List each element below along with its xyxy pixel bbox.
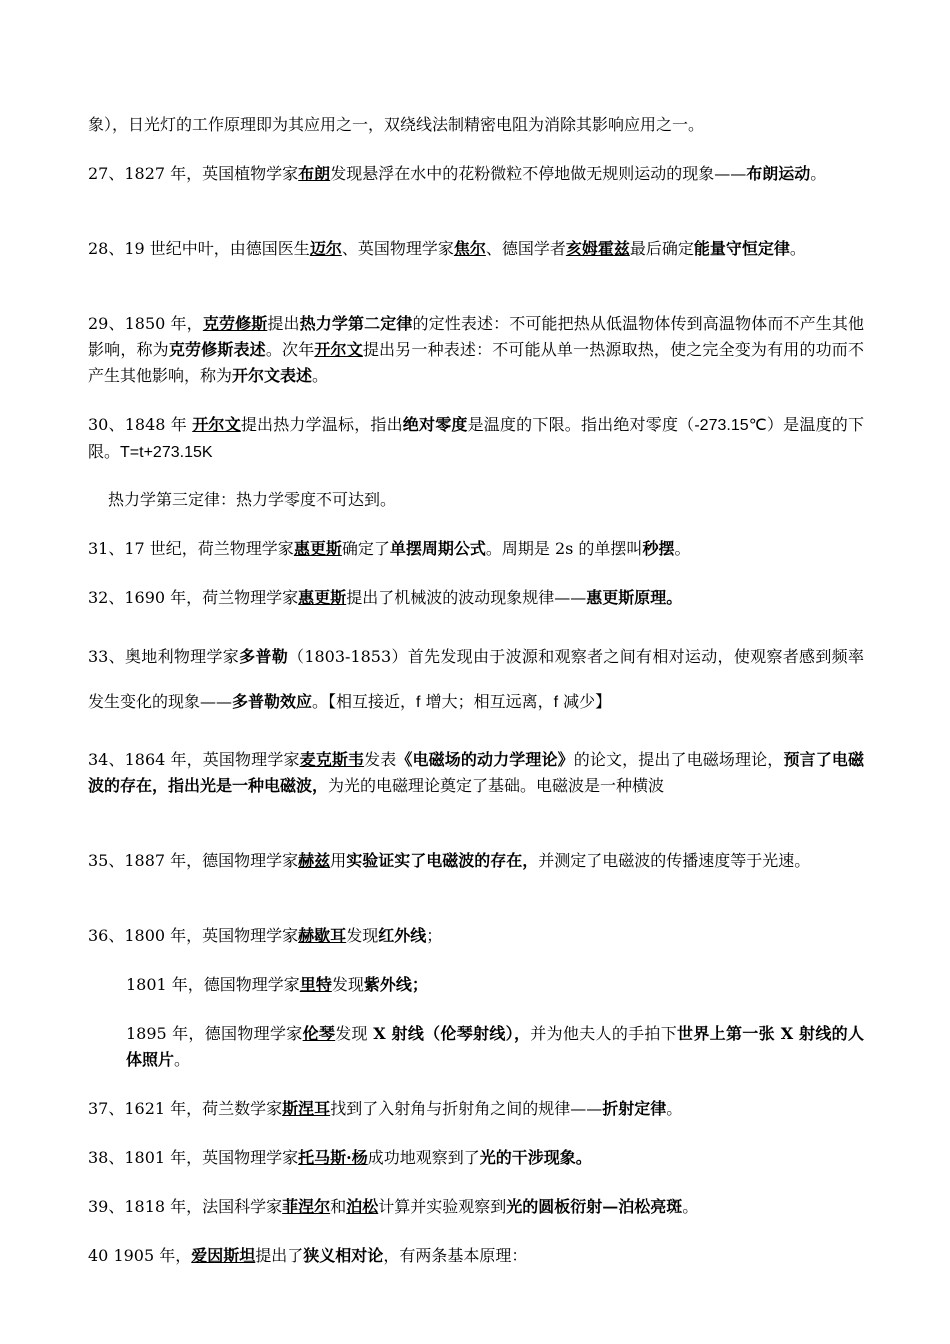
underlined-name: 开尔文 [314,340,363,359]
text-run: 29、1850 年， [88,314,203,333]
bold-term: 预言了电磁波的存在，指出光是一种电磁波， [88,750,864,796]
underlined-name: 斯涅耳 [282,1099,331,1119]
text-run: 。 [682,1197,699,1217]
text-run: f [416,694,421,712]
text-run: 38、1801 年，英国物理学家 [88,1148,299,1168]
paragraph [88,972,864,998]
underlined-name: 爱因斯坦 [191,1246,256,1266]
text-run: 并测定了电磁波的传播速度等于光速。 [538,851,811,871]
bold-term: 《电磁场的动力学理论》 [396,750,574,770]
text-run: 发现 [331,975,364,995]
paragraph [88,1021,864,1073]
paragraph [88,747,864,799]
text-run: 提出热力学温标，指出 [240,415,403,434]
underlined-name: 伦琴 [302,1024,336,1044]
text-run: 31、17 世纪，荷兰物理学家 [88,539,294,558]
text-run: 32、1690 年，荷兰物理学家 [88,588,299,607]
text-run: 39、1818 年，法国科学家 [88,1197,283,1217]
text-run: 发现 [335,1024,374,1044]
text-run: 1801 年，德国物理学家 [126,975,300,995]
underlined-name: 迈尔 [309,239,342,258]
bold-term: 光的圆板衍射—泊松亮斑 [506,1197,683,1217]
text-run: 。【相互接近， [312,692,417,712]
bold-term: 世界上第一张 X 射线的人体照片 [126,1024,864,1070]
text-run: 为光的电磁理论奠定了基础。电磁波是一种横波 [328,776,665,796]
text-run: 的定性表述：不可能把热从低温物体传到高温物体而不产生其他影响，称为 [88,314,864,359]
paragraph [88,161,864,187]
text-run: 提出了机械波的波动现象规律—— [346,588,587,607]
bold-term: 克劳修斯表述 [168,340,266,359]
text-run: 。 [674,539,691,558]
paragraph [88,585,864,611]
text-run: 1895 年，德国物理学家 [126,1024,303,1044]
paragraph [88,536,864,562]
text-run: 并为他夫人的手拍下 [530,1024,678,1044]
bold-term: 实验证实了电磁波的存在， [346,851,539,871]
bold-term: 红外线 [378,926,427,946]
paragraph [88,1096,864,1122]
underlined-name: 赫歇耳 [298,926,347,946]
text-run: 提出另一种表述：不可能从单一热源取热，使之完全变为有用的功而不产生其他影响，称为 [88,340,864,385]
text-run: 。 [312,366,329,385]
text-run: 35、1887 年，德国物理学家 [88,851,299,871]
underlined-name: 开尔文 [192,415,241,434]
text-run: 和 [330,1197,347,1217]
paragraph [88,1194,864,1220]
text-run: 28、19 世纪中叶，由德国医生 [88,239,310,258]
text-run: -273.15℃ [694,417,767,434]
underlined-name: 麦克斯韦 [299,750,365,770]
underlined-name: 赫兹 [298,851,331,871]
paragraph [88,923,864,949]
bold-term: 多普勒效应 [232,692,313,712]
text-run: 。 [174,1050,191,1070]
text-run: 减少】 [558,692,612,712]
bold-term: 能量守恒定律 [693,239,790,258]
bold-term: 热力学第二定律 [299,314,413,333]
bold-term: 多普勒 [239,647,289,666]
bold-term: 折射定律 [602,1099,667,1119]
bold-term: 秒摆 [642,539,675,558]
text-run: 34、1864 年，英国物理学家 [88,750,300,770]
paragraph [88,1243,864,1269]
text-run: 提出 [267,314,300,333]
text-run: T=t+273.15K [120,444,213,461]
text-run: （1803-1853）首先发现由于波源和观察者之间有相对运动，使观察者感到频率发生变化的现象—— [88,647,864,712]
text-run: ； [426,926,443,946]
bold-term: 绝对零度 [402,415,468,434]
text-run: 找到了入射角与折射角之间的规律—— [330,1099,603,1119]
text-run: 。周期是 2s 的单摆叫 [485,539,643,558]
text-run: 发现 [346,926,379,946]
text-run: 30、1848 年 [88,415,193,434]
paragraph [88,487,864,513]
text-run: 计算并实验观察到 [378,1197,507,1217]
paragraph [88,311,864,389]
paragraph [88,634,864,725]
text-run: f [553,694,559,712]
text-run: 。 [789,239,806,258]
paragraph [88,848,864,874]
text-run: 37、1621 年，荷兰数学家 [88,1099,283,1119]
paragraph [88,1145,864,1171]
text-run: 27、1827 年，英国植物学家 [88,164,299,183]
text-run: 热力学第三定律：热力学零度不可达到。 [108,490,397,509]
text-run: 、英国物理学家 [341,239,454,258]
text-run: 36、1800 年，英国物理学家 [88,926,299,946]
underlined-name: 惠更斯 [298,588,347,607]
text-run: 提出了 [255,1246,304,1266]
bold-term: 光的干涉现象。 [479,1148,592,1168]
underlined-name: 焦尔 [453,239,486,258]
text-run: 的论文，提出了电磁场理论， [573,750,784,770]
bold-term: 惠更斯原理。 [586,588,683,607]
bold-term: 狭义相对论 [303,1246,384,1266]
text-run: 发表 [364,750,397,770]
paragraph [88,412,864,466]
bold-term: X 射线（伦琴射线）， [373,1024,531,1044]
underlined-name: 亥姆霍兹 [565,239,630,258]
text-run: ，有两条基本原理： [383,1246,528,1266]
text-run: 。 [810,164,827,183]
paragraph [88,112,864,138]
underlined-name: 泊松 [346,1197,379,1217]
bold-term: 单摆周期公式 [389,539,486,558]
underlined-name: 布朗 [298,164,331,183]
text-run: ）是温度的下限。 [88,415,864,461]
paragraph [88,236,864,262]
bold-term: 紫外线； [363,975,428,995]
text-run: 、德国学者 [485,239,566,258]
underlined-name: 菲涅尔 [282,1197,331,1217]
text-run: 最后确定 [629,239,694,258]
text-run: 成功地观察到了 [367,1148,480,1168]
text-run: 。次年 [265,340,315,359]
underlined-name: 惠更斯 [293,539,342,558]
text-run: 用 [330,851,347,871]
underlined-name: 克劳修斯 [202,314,268,333]
underlined-name: 里特 [299,975,332,995]
text-run: 33、奥地利物理学家 [88,647,240,666]
bold-term: 开尔文表述 [232,366,313,385]
text-run: 确定了 [341,539,390,558]
text-run: 40 1905 年， [88,1246,192,1266]
text-run: 象），日光灯的工作原理即为其应用之一，双绕线法制精密电阻为消除其影响应用之一。 [88,115,705,134]
underlined-name: 托马斯·杨 [298,1148,368,1168]
text-run: 是温度的下限。指出绝对零度（ [467,415,695,434]
text-run: 。 [666,1099,683,1119]
bold-term: 布朗运动 [746,164,811,183]
text-run: 增大；相互远离， [420,692,554,712]
text-run: 发现悬浮在水中的花粉微粒不停地做无规则运动的现象—— [330,164,747,183]
